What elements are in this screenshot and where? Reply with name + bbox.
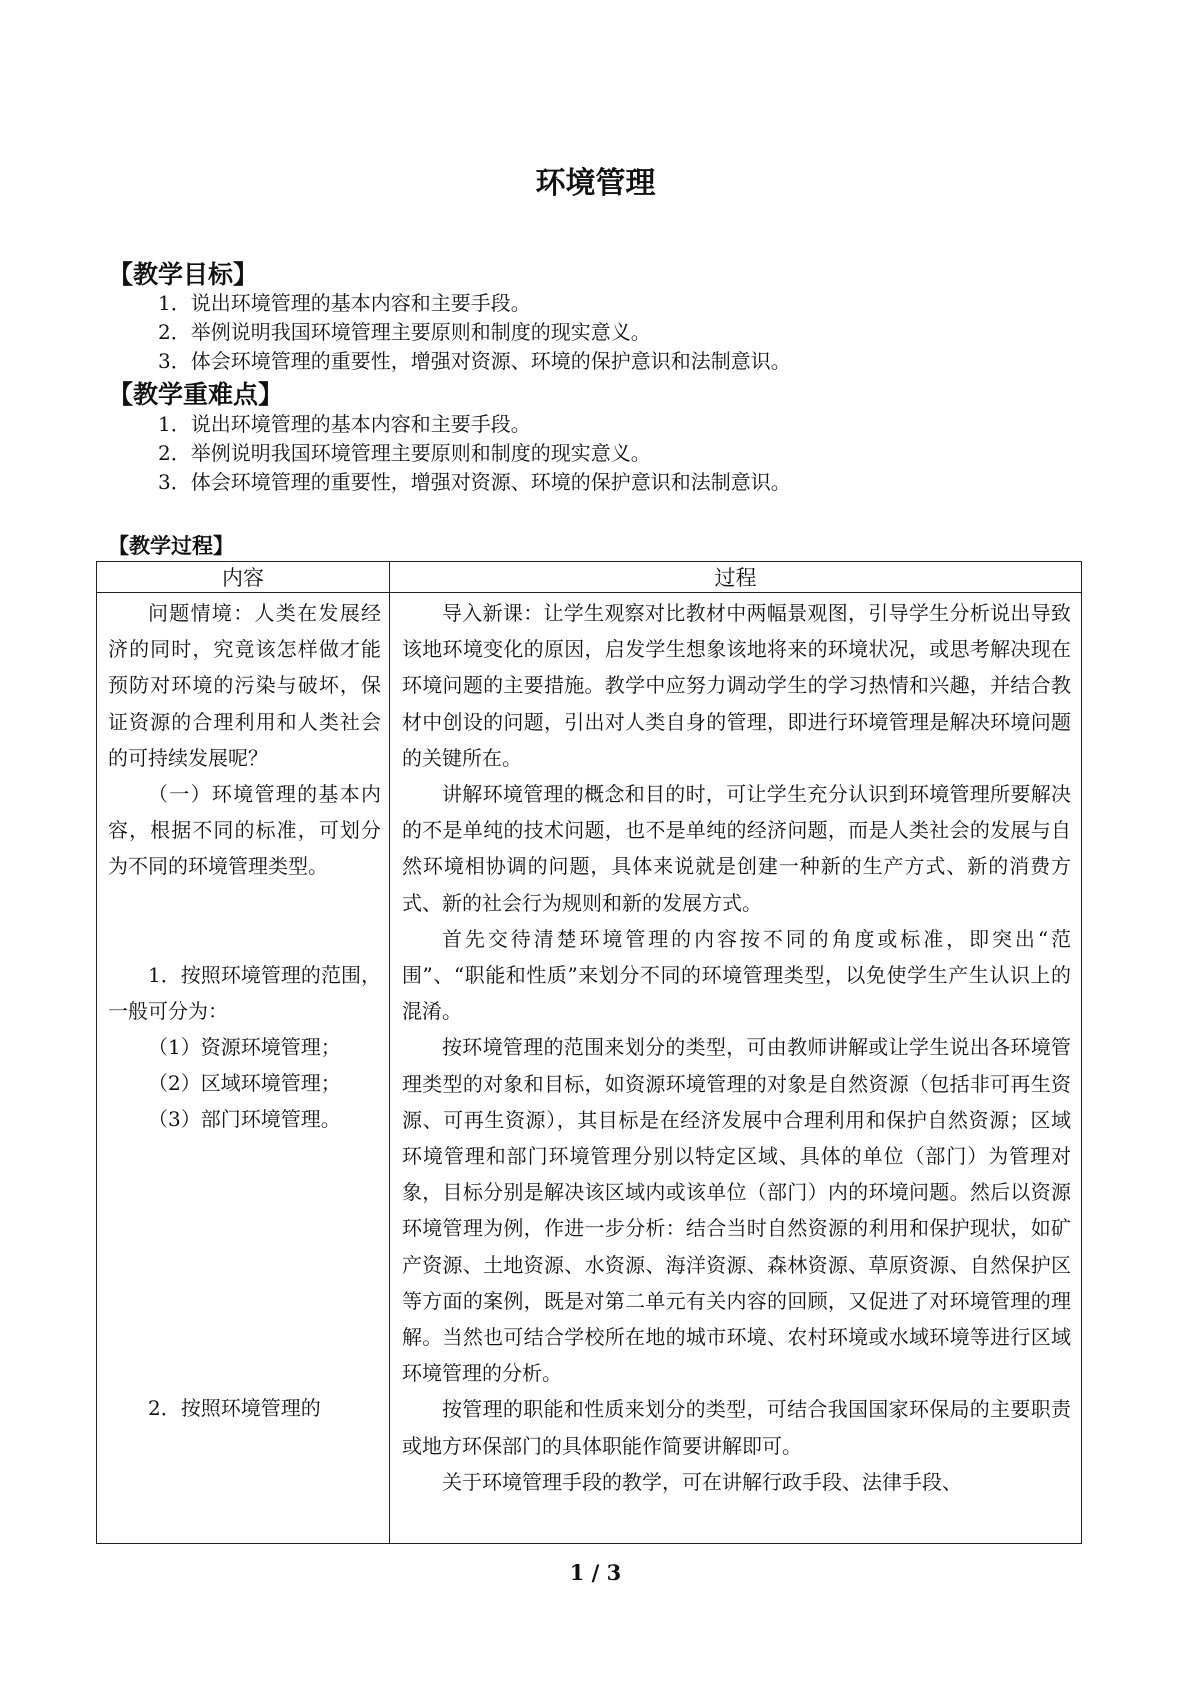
- page-title: 环境管理: [535, 166, 656, 201]
- table-row: [97, 593, 1082, 1544]
- key-point-item: 3．体会环境管理的重要性，增强对资源、环境的保护意识和法制意识。: [158, 470, 791, 494]
- process-paragraph: 关于环境管理手段的教学，可在讲解行政手段、法律手段、: [442, 1469, 962, 1494]
- process-paragraph: 讲解环境管理的概念和目的时，可让学生充分认识到环境管理所要解决的不是单纯的技术问题，也不是单纯的经济问题，而是人类社会的发展与自然环境相协调的问题，具体来说就是创建一种新的生产方式、新的消费方式、新的社会行为规则和新的发展方式。: [402, 782, 1071, 915]
- process-paragraph: 首先交待清楚环境管理的内容按不同的角度或标准，即突出“范围”、“职能和性质”来划分不同的环境管理类型，以免使学生产生认识上的混淆。: [402, 926, 1071, 1024]
- objectives-heading: 【教学目标】: [108, 260, 259, 289]
- key-points-heading: 【教学重难点】: [108, 380, 284, 409]
- process-paragraph: 导入新课：让学生观察对比教材中两幅景观图，引导学生分析说出导致该地环境变化的原因，启发学生想象该地将来的环境状况，或思考解决现在环境问题的主要措施。教学中应努力调动学生的学习热情和兴趣，并结合教材中创设的问题，引出对人类自身的管理，即进行环境管理是解决环境问题的关键所在。: [402, 601, 1071, 770]
- objective-item: 1．说出环境管理的基本内容和主要手段。: [158, 291, 531, 315]
- key-point-item: 2．举例说明我国环境管理主要原则和制度的现实意义。: [158, 441, 651, 465]
- content-paragraph: 2．按照环境管理的: [148, 1395, 321, 1420]
- content-paragraph: （3）部门环境管理。: [148, 1107, 341, 1132]
- process-heading: 【教学过程】: [108, 533, 234, 558]
- table-header-row: [97, 562, 1082, 593]
- content-paragraph: （一）环境管理的基本内容，根据不同的标准，可划分为不同的环境管理类型。: [108, 782, 381, 879]
- column-header-process: 过程: [390, 562, 1082, 593]
- content-paragraph: 1．按照环境管理的范围，一般可分为：: [108, 962, 381, 1023]
- column-header-content: 内容: [97, 562, 390, 593]
- objective-item: 3．体会环境管理的重要性，增强对资源、环境的保护意识和法制意识。: [158, 349, 791, 373]
- content-paragraph: 问题情境：人类在发展经济的同时，究竟该怎样做才能预防对环境的污染与破坏，保证资源的合理利用和人类社会的可持续发展呢？: [108, 601, 381, 770]
- process-paragraph: 按环境管理的范围来划分的类型，可由教师讲解或让学生说出各环境管理类型的对象和目标，如资源环境管理的对象是自然资源（包括非可再生资源、可再生资源），其目标是在经济发展中合理利用和保护自然资源；区域环境管理和部门环境管理分别以特定区域、具体的单位（部门）为管理对象，目标分别是解决该区域内或该单位（部门）内的环境问题。然后以资源环境管理为例，作进一步分析：结合当时自然资源的利用和保护现状，如矿产资源、土地资源、水资源、海洋资源、森林资源、草原资源、自然保护区等方面的案例，既是对第二单元有关内容的回顾，又促进了对环境管理的理解。当然也可结合学校所在地的城市环境、农村环境或水域环境等进行区域环境管理的分析。: [402, 1035, 1071, 1386]
- process-paragraph: 按管理的职能和性质来划分的类型，可结合我国国家环保局的主要职责或地方环保部门的具体职能作简要讲解即可。: [402, 1397, 1071, 1458]
- content-paragraph: （1）资源环境管理；: [148, 1035, 341, 1060]
- page-number: 1 / 3: [569, 1560, 622, 1585]
- objective-item: 2．举例说明我国环境管理主要原则和制度的现实意义。: [158, 320, 651, 344]
- content-paragraph: （2）区域环境管理；: [148, 1071, 341, 1096]
- key-point-item: 1．说出环境管理的基本内容和主要手段。: [158, 412, 531, 436]
- process-table: [96, 561, 1082, 1544]
- content-cell: [97, 593, 390, 1544]
- process-cell: [390, 593, 1082, 1544]
